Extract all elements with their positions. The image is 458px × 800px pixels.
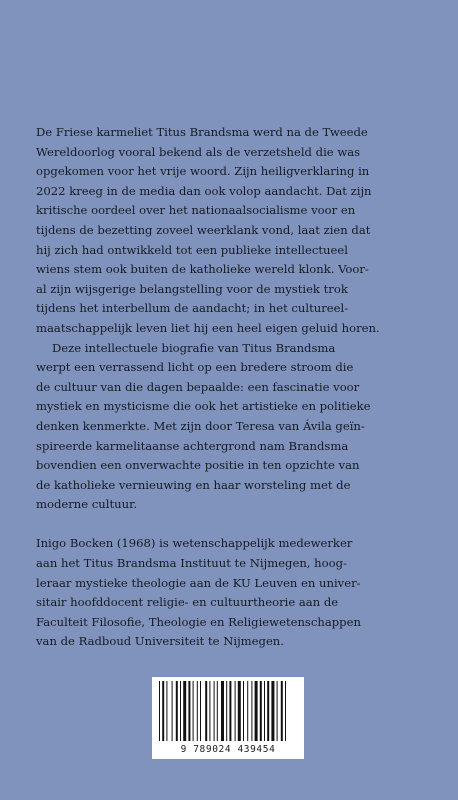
barcode-bar	[197, 681, 198, 741]
barcode-bar	[281, 681, 283, 741]
paragraph-intro	[36, 123, 428, 339]
text-line: de cultuur van die dagen bepaalde: een fascinatie voor	[36, 379, 360, 394]
text-line: spireerde karmelitaanse achtergrond nam Brandsma	[36, 438, 349, 453]
barcode-digits: 9 789024 439454	[180, 744, 276, 755]
barcode-bar	[260, 681, 262, 741]
barcode-bar	[159, 681, 160, 741]
barcode-bar	[183, 681, 186, 741]
barcode-bar	[205, 681, 207, 741]
barcode-bar	[238, 681, 241, 741]
barcode-bar	[264, 681, 265, 741]
text-line: wiens stem ook buiten de katholieke wereld klonk. Voor-	[36, 262, 369, 277]
isbn-barcode	[152, 677, 304, 759]
barcode-bar	[193, 681, 194, 741]
text-line: moderne cultuur.	[36, 497, 138, 512]
paragraph-biography	[36, 339, 428, 515]
barcode-bar	[235, 681, 236, 741]
text-line: werpt een verrassend licht op een bredere stroom die	[36, 360, 354, 375]
barcode-bar	[226, 681, 227, 741]
text-line: al zijn wijsgerige belangstelling voor de mystiek trok	[36, 281, 348, 296]
barcode-bar	[221, 681, 224, 741]
barcode-bar	[267, 681, 269, 741]
text-line: 2022 kreeg in de media dan ook volop aandacht. Dat zijn	[36, 183, 372, 198]
barcode-bar	[217, 681, 218, 741]
text-line: Faculteit Filosofie, Theologie en Religiewetenschappen	[36, 614, 361, 629]
text-line: tijdens de bezetting zoveel weerklank vond, laat zien dat	[36, 222, 371, 237]
barcode-bar	[243, 681, 244, 741]
barcode-bar	[214, 681, 215, 741]
barcode-bar	[209, 681, 210, 741]
barcode-bar	[180, 681, 181, 741]
text-line: maatschappelijk leven liet hij een heel eigen geluid horen.	[36, 320, 380, 335]
text-line: Inigo Bocken (1968) is wetenschappelijk medewerker	[36, 536, 353, 551]
text-line: Wereldoorlog vooral bekend als de verzetsheld die was	[36, 144, 361, 159]
barcode-bar	[200, 681, 201, 741]
text-line: sitair hoofddocent religie- en cultuurtheorie aan de	[36, 595, 339, 610]
text-line: leraar mystieke theologie aan de KU Leuven en univer-	[36, 575, 361, 590]
barcode-bar	[229, 681, 231, 741]
barcode-bars	[157, 681, 299, 743]
blurb-text	[36, 123, 428, 652]
text-line: tijdens het interbellum de aandacht; in het cultureel-	[36, 301, 349, 316]
text-line: de katholieke vernieuwing en haar worsteling met de	[36, 477, 351, 492]
barcode-bar	[251, 681, 252, 741]
barcode-bar	[188, 681, 190, 741]
text-line: mystiek en mysticisme die ook het artistieke en politieke	[36, 399, 371, 414]
text-line: De Friese karmeliet Titus Brandsma werd na de Tweede	[36, 125, 368, 139]
barcode-bar	[166, 681, 167, 741]
barcode-bar	[162, 681, 164, 741]
text-line: kritische oordeel over het nationaalsocialisme voor en	[36, 203, 356, 218]
text-line: opgekomen voor het vrije woord. Zijn heiligverklaring in	[36, 164, 370, 179]
barcode-bar	[277, 681, 278, 741]
text-line: Deze intellectuele biografie van Titus Brandsma	[52, 340, 336, 355]
text-line: denken kenmerkte. Met zijn door Teresa van Ávila geïn-	[36, 418, 365, 433]
barcode-bar	[255, 681, 258, 741]
text-line: hij zich had ontwikkeld tot een publieke intellectueel	[36, 242, 348, 257]
barcode-bar	[247, 681, 248, 741]
barcode-bar	[271, 681, 274, 741]
barcode-bar	[285, 681, 286, 741]
text-line: aan het Titus Brandsma Instituut te Nijmegen, hoog-	[36, 556, 347, 571]
barcode-bar	[176, 681, 178, 741]
barcode-bar	[172, 681, 173, 741]
paragraph-author-bio	[36, 534, 428, 652]
text-line: van de Radboud Universiteit te Nijmegen.	[36, 634, 284, 649]
text-line: bovendien een onverwachte positie in ten opzichte van	[36, 458, 360, 473]
